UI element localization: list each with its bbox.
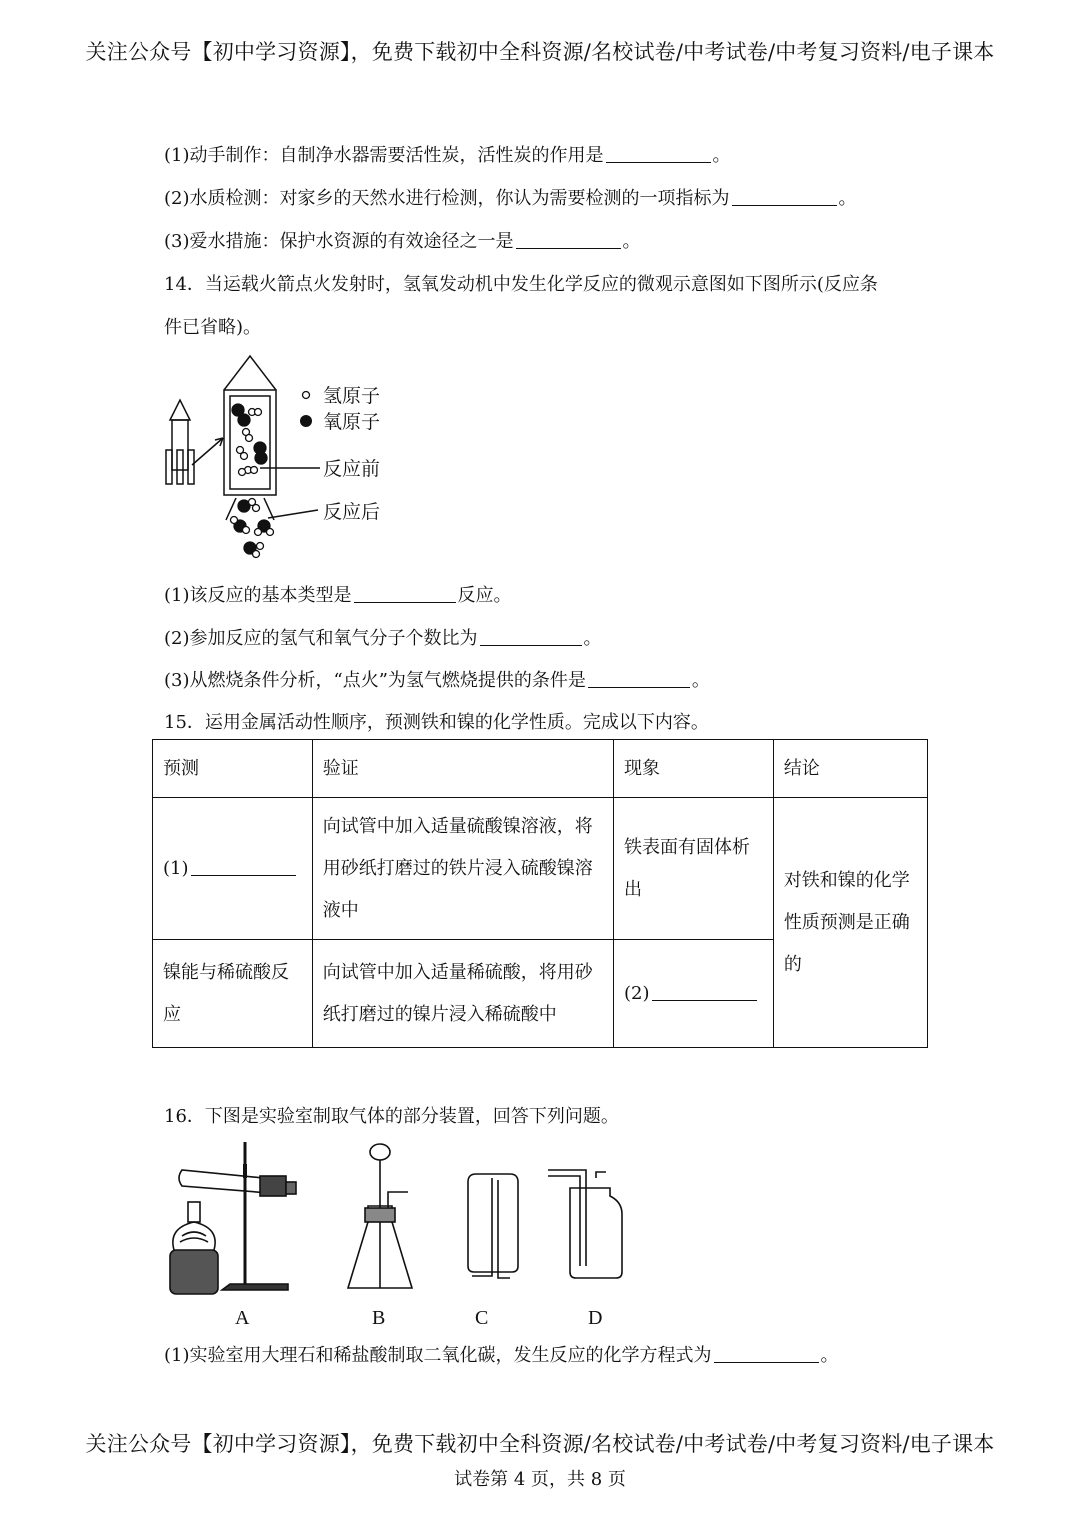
q13-part1	[164, 141, 731, 167]
vent-tube-d	[596, 1172, 606, 1178]
page-footer: 试卷第 4 页，共 8 页	[454, 1469, 626, 1490]
magnify-arrow	[192, 438, 223, 465]
label-after-reaction: 反应后	[323, 501, 381, 523]
q15-stem: 15．运用金属活动性顺序，预测铁和镍的化学性质。完成以下内容。	[164, 712, 709, 733]
small-rocket-booster-right	[188, 450, 194, 484]
label-before-reaction: 反应前	[323, 458, 381, 480]
blank-label-2: (2)	[624, 982, 650, 1004]
q14-stem-line1: 14．当运载火箭点火发射时，氢氧发动机中发生化学反应的微观示意图如下图所示(反应条	[164, 274, 878, 295]
funnel-bulb	[370, 1144, 390, 1160]
alcohol-lamp	[173, 1222, 215, 1250]
header-predict: 预测	[153, 740, 313, 798]
q13-part2-end: 。	[838, 188, 857, 209]
legend-hydrogen: 氢原子	[323, 385, 381, 407]
q13-part2	[164, 184, 857, 210]
q14-part3-end: 。	[691, 670, 710, 691]
answer-blank[interactable]	[480, 644, 582, 646]
answer-blank[interactable]	[732, 204, 837, 206]
answer-blank[interactable]	[652, 999, 757, 1001]
q14-part3-text: (3)从燃烧条件分析，“点火”为氢气燃烧提供的条件是	[164, 670, 586, 691]
small-rocket-body	[172, 420, 188, 470]
q14-part2	[164, 624, 602, 650]
top-banner: 关注公众号【初中学习资源】，免费下载初中全科资源/名校试卷/中考试卷/中考复习资料/电子课本	[85, 40, 995, 64]
apparatus-d	[548, 1170, 622, 1278]
header-phenomenon: 现象	[614, 740, 774, 798]
gas-bottle-d	[570, 1188, 622, 1278]
answer-blank[interactable]	[588, 686, 690, 688]
legend-oxygen: 氧原子	[323, 411, 381, 433]
header-verify: 验证	[312, 740, 613, 798]
oxygen-atom-icon	[300, 415, 312, 427]
table-row	[153, 798, 928, 940]
q13-part1-end: 。	[712, 145, 731, 166]
cell-conclusion: 对铁和镍的化学性质预测是正确的	[773, 798, 927, 1048]
stand-base	[222, 1284, 288, 1290]
stopper	[286, 1182, 296, 1194]
q14-part1-text: (1)该反应的基本类型是	[164, 585, 352, 606]
q14-part2-text: (2)参加反应的氢气和氧气分子个数比为	[164, 628, 478, 649]
q13-part2-text: (2)水质检测：对家乡的天然水进行检测，你认为需要检测的一项指标为	[164, 188, 730, 209]
table-header-row	[153, 740, 928, 798]
q13-part3	[164, 227, 641, 253]
apparatus-c	[468, 1174, 518, 1278]
q13-part3-end: 。	[622, 231, 641, 252]
hydrogen-atom-icon	[303, 392, 310, 399]
label-a: A	[235, 1307, 250, 1329]
flask-stopper	[365, 1208, 395, 1222]
cell-predict-2: 镍能与稀硫酸反应	[153, 940, 313, 1048]
answer-blank[interactable]	[354, 601, 456, 603]
small-rocket-booster-mid	[177, 450, 183, 484]
pointer-after	[268, 510, 318, 518]
lamp-flame	[180, 1232, 208, 1242]
label-d: D	[588, 1307, 603, 1329]
clamp	[260, 1176, 286, 1196]
bottom-banner: 关注公众号【初中学习资源】，免费下载初中全科资源/名校试卷/中考试卷/中考复习资料/电子课本	[85, 1432, 995, 1456]
answer-blank[interactable]	[516, 247, 621, 249]
q13-part3-text: (3)爱水措施：保护水资源的有效途径之一是	[164, 231, 514, 252]
q16-part1	[164, 1341, 839, 1367]
rocket-nose	[224, 356, 276, 390]
q13-part1-text: (1)动手制作：自制净水器需要活性炭，活性炭的作用是	[164, 145, 604, 166]
label-c: C	[475, 1307, 489, 1329]
q16-stem: 16．下图是实验室制取气体的部分装置，回答下列问题。	[164, 1106, 619, 1127]
lamp-base	[170, 1250, 218, 1294]
q14-part3	[164, 666, 710, 692]
apparatus-a	[170, 1142, 296, 1294]
gas-bottle-c	[468, 1174, 518, 1272]
q14-part2-end: 。	[583, 628, 602, 649]
delivery-tube-c	[472, 1178, 492, 1276]
label-b: B	[372, 1307, 386, 1329]
experiment-table	[152, 739, 928, 1048]
answer-blank[interactable]	[191, 874, 296, 876]
answer-blank[interactable]	[714, 1361, 819, 1363]
q14-stem-line2: 件已省略)。	[164, 317, 262, 338]
delivery-tube-d-inner	[548, 1176, 580, 1266]
q14-part1-end: 反应。	[457, 585, 512, 606]
rocket-body	[224, 390, 276, 495]
blank-label-1: (1)	[163, 857, 189, 879]
rocket-reaction-diagram	[160, 350, 420, 565]
cell-predict-1	[153, 798, 313, 940]
q14-part1	[164, 581, 512, 607]
delivery-tube-c-outer	[498, 1180, 510, 1278]
cell-phenomenon-2	[614, 940, 774, 1048]
q16-part1-end: 。	[820, 1345, 839, 1366]
q16-part1-text: (1)实验室用大理石和稀盐酸制取二氧化碳，发生反应的化学方程式为	[164, 1345, 712, 1366]
small-rocket-nose	[170, 400, 190, 420]
header-conclusion: 结论	[773, 740, 927, 798]
small-rocket-booster-left	[166, 450, 172, 484]
lab-apparatus-diagram	[160, 1138, 630, 1333]
cell-verify-2: 向试管中加入适量稀硫酸，将用砂纸打磨过的镍片浸入稀硫酸中	[312, 940, 613, 1048]
apparatus-b	[348, 1144, 412, 1288]
cell-verify-1: 向试管中加入适量硫酸镍溶液，将用砂纸打磨过的铁片浸入硫酸镍溶液中	[312, 798, 613, 940]
cell-phenomenon-1: 铁表面有固体析出	[614, 798, 774, 940]
answer-blank[interactable]	[606, 161, 711, 163]
lamp-cap	[188, 1202, 200, 1222]
